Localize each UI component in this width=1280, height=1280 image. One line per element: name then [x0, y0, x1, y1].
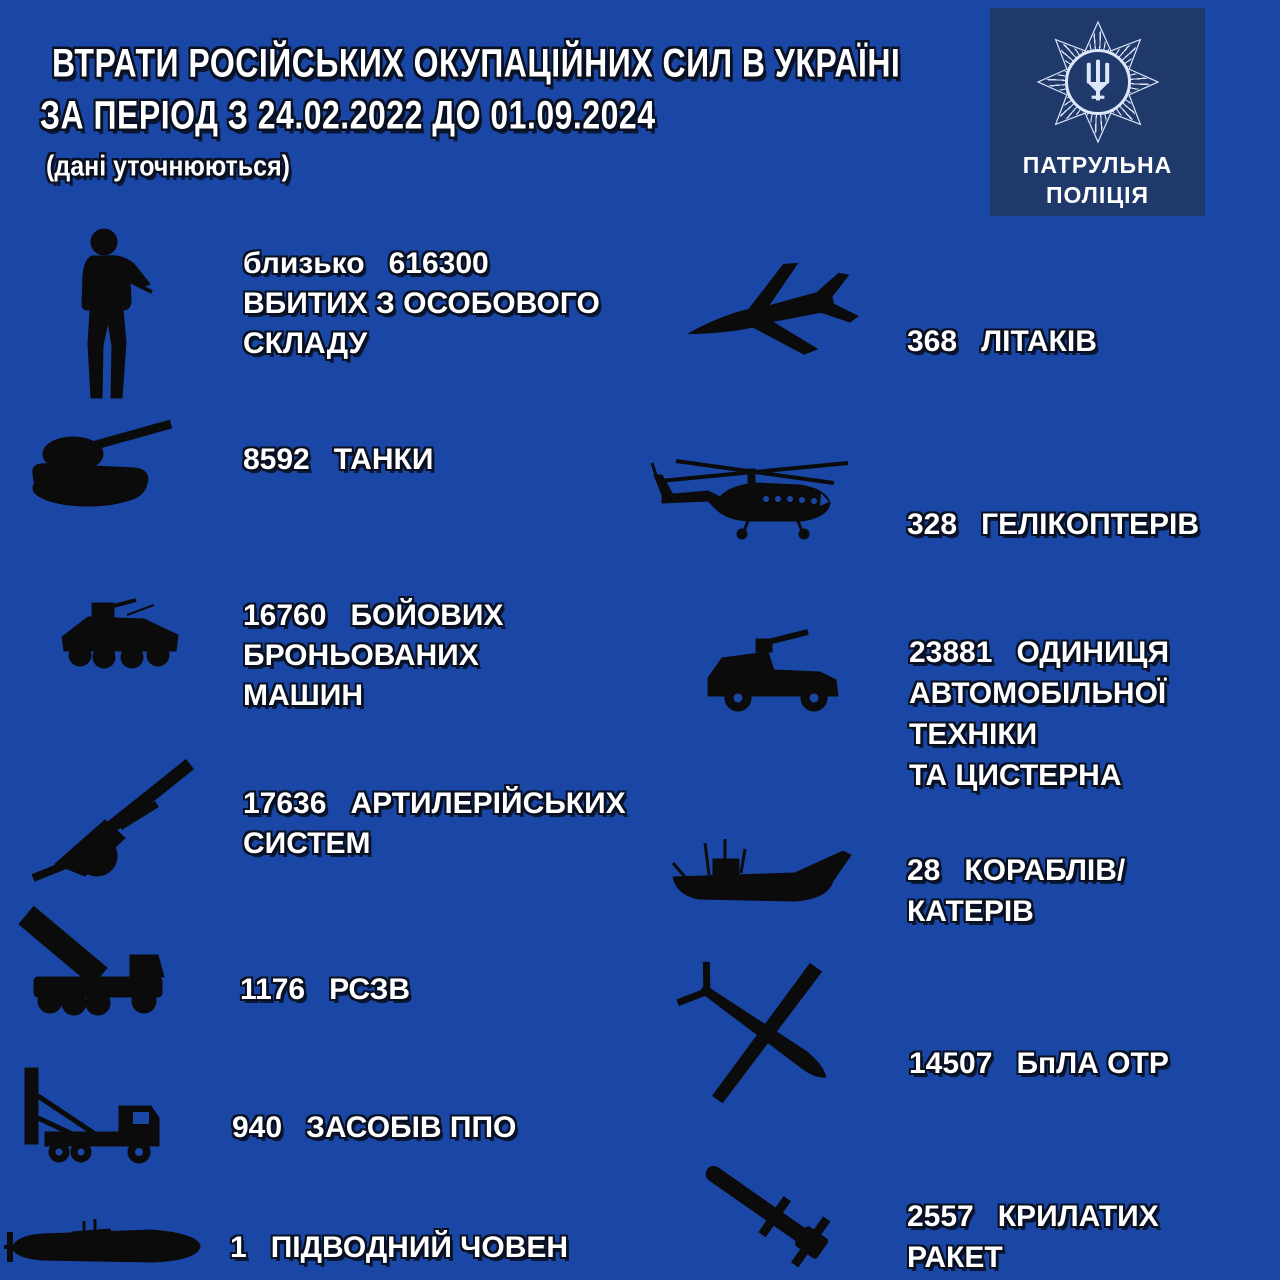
tank-icon: [25, 412, 175, 517]
stat-label: ЗАСОБІВ ППО: [306, 1111, 517, 1144]
stat-submarine: [230, 1228, 568, 1268]
stat-count: 17636: [243, 787, 327, 820]
trident-icon: [1082, 59, 1114, 105]
stat-tanks: [243, 440, 433, 480]
stat-prefix: близько: [243, 247, 365, 280]
stat-label: ВБИТИХ З ОСОБОВОГО: [243, 287, 600, 320]
police-star-emblem-icon: [1034, 18, 1162, 146]
stat-count: 8592: [243, 443, 310, 476]
stat-count: 1176: [240, 973, 306, 1006]
page-title: ВТРАТИ РОСІЙСЬКИХ ОКУПАЦІЙНИХ СИЛ В УКРАЇНІ: [52, 40, 901, 85]
air-defense-icon: [15, 1066, 175, 1170]
warship-icon: [665, 833, 863, 915]
cruise-missile-icon: [688, 1146, 840, 1276]
stat-count: 368: [907, 325, 958, 358]
stat-helicopters: [907, 505, 1199, 545]
stat-label: АВТОМОБІЛЬНОЇ: [909, 677, 1167, 710]
stat-armored-vehicles: [243, 596, 503, 716]
stat-count: 2557: [907, 1200, 974, 1233]
stat-label: БпЛА ОТР: [1016, 1047, 1169, 1080]
stat-label: ТЕХНІКИ: [909, 718, 1038, 751]
stat-personnel: [243, 244, 600, 364]
stat-label: ТАНКИ: [333, 443, 434, 476]
stat-label: БРОНЬОВАНИХ: [243, 639, 479, 672]
stat-aircraft: [907, 322, 1097, 362]
stat-label: МАШИН: [243, 679, 364, 712]
stat-air-defense: [232, 1108, 516, 1148]
soldier-icon: [62, 226, 157, 411]
apc-icon: [52, 585, 192, 677]
stat-vehicles-tankers: [909, 632, 1169, 796]
stat-count: 23881: [909, 636, 993, 669]
stat-count: 1: [230, 1231, 247, 1264]
mlrs-icon: [12, 903, 177, 1031]
stat-count: 16760: [243, 599, 327, 632]
stat-uav: [909, 1044, 1169, 1084]
stat-label: БОЙОВИХ: [350, 599, 504, 632]
submarine-icon: [2, 1218, 207, 1274]
stat-label: СКЛАДУ: [243, 327, 368, 360]
data-note: (дані уточнюються): [46, 150, 290, 183]
drone-icon: [670, 948, 865, 1120]
stat-label: КРИЛАТИХ: [997, 1200, 1159, 1233]
page-title-period: ЗА ПЕРІОД З 24.02.2022 ДО 01.09.2024: [40, 92, 656, 137]
stat-label: ГЕЛІКОПТЕРІВ: [981, 508, 1200, 541]
patrol-police-badge: [990, 8, 1205, 216]
badge-org-name-line2: ПОЛІЦІЯ: [1045, 182, 1150, 208]
stat-label: ПІДВОДНИЙ ЧОВЕН: [270, 1231, 569, 1264]
helicopter-icon: [648, 451, 866, 556]
stat-label: РАКЕТ: [907, 1241, 1003, 1274]
badge-org-name-line1: ПАТРУЛЬНА: [1022, 152, 1173, 178]
stat-label: СИСТЕМ: [243, 827, 371, 860]
stat-label: КОРАБЛІВ/: [964, 854, 1126, 887]
stat-count: 940: [232, 1111, 283, 1144]
stat-ships-boats: [907, 850, 1125, 932]
stat-count: 328: [907, 508, 958, 541]
stat-mlrs: [240, 970, 410, 1010]
stat-label: ОДИНИЦЯ: [1016, 636, 1170, 669]
stat-count: 28: [907, 854, 941, 887]
stat-label: ЛІТАКІВ: [981, 325, 1097, 358]
stat-cruise-missiles: [907, 1196, 1159, 1278]
stat-count: 616300: [388, 247, 489, 280]
stat-label: КАТЕРІВ: [907, 895, 1034, 928]
military-truck-icon: [698, 622, 860, 720]
stat-label: АРТИЛЕРІЙСЬКИХ: [350, 787, 626, 820]
fighter-jet-icon: [683, 256, 865, 378]
stat-label: РСЗВ: [329, 973, 411, 1006]
artillery-icon: [25, 752, 200, 884]
stat-count: 14507: [909, 1047, 993, 1080]
stat-artillery: [243, 784, 626, 864]
stat-label: ТА ЦИСТЕРНА: [909, 759, 1122, 792]
emblem-ring: [1065, 49, 1131, 115]
